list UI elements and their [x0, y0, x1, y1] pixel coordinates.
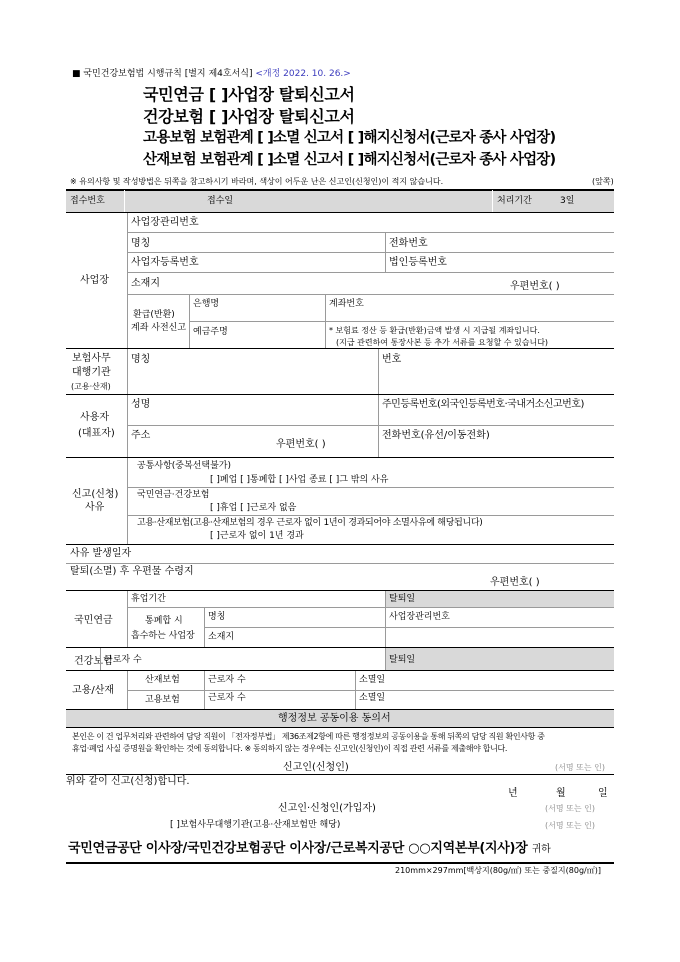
divider	[127, 232, 614, 233]
leave-period-field[interactable]: 휴업기간	[131, 594, 166, 604]
divider	[66, 862, 614, 864]
ia-date-field[interactable]: 소멸일	[359, 675, 386, 685]
workplace-address-field[interactable]: 소재지	[131, 278, 160, 289]
title-employment: 고용보험 보험관계 [ ]소멸 신고서 [ ]해지신청서(근로자 종사 사업장)	[143, 130, 556, 146]
pension-withdraw-shade	[386, 591, 614, 607]
mail-receiver-field[interactable]: 탈퇴(소멸) 후 우편물 수령지	[70, 566, 194, 577]
title-health: 건강보험 [ ]사업장 탈퇴신고서	[143, 107, 355, 126]
reason-common-options[interactable]: [ ]폐업 [ ]통폐합 [ ]사업 종료 [ ]그 밖의 사유	[210, 475, 389, 485]
employer-phone-field[interactable]: 전화번호(유선/이동전화)	[382, 430, 490, 441]
employer-address-field[interactable]: 주소	[131, 430, 151, 441]
section-health: 건강보험	[74, 656, 113, 667]
agency-label-2: 대행기관	[72, 367, 111, 378]
divider	[127, 252, 614, 253]
reason-ei-ia-label: 고용·산재보험(고용·산재보험의 경우 근로자 없이 1년이 경과되어야 소멸사유에 해당됩니다)	[137, 518, 483, 528]
bank-name-field[interactable]: 은행명	[193, 299, 220, 309]
employer-name-field[interactable]: 성명	[131, 399, 151, 410]
merge-name-field[interactable]: 명칭	[208, 612, 226, 622]
reason-label-2: 사유	[85, 502, 105, 513]
workplace-phone-field[interactable]: 전화번호	[389, 238, 428, 249]
mail-postal-field[interactable]: 우편번호( )	[490, 577, 540, 588]
consent-text-2: 휴업·폐업 사실 증명원을 확인하는 것에 동의합니다. ※ 동의하지 않는 경우에는 신고인(신청인)이 직접 관련 서류를 제출해야 합니다.	[72, 744, 508, 753]
agency-label-3: (고용·산재)	[71, 382, 111, 391]
notice-side: (앞쪽)	[592, 177, 614, 186]
workplace-mgmt-no-field[interactable]: 사업장관리번호	[131, 217, 199, 228]
agency-label-1: 보험사무	[72, 353, 111, 364]
reporter-sign-field[interactable]: (서명 또는 인)	[545, 804, 595, 813]
date-year[interactable]: 년	[508, 788, 518, 799]
merge-label-2: 흡수하는 사업장	[131, 631, 195, 641]
account-number-field[interactable]: 계좌번호	[329, 299, 364, 309]
divider	[378, 395, 379, 457]
consent-text-1: 본인은 이 건 업무처리와 관련하여 담당 직원이 「전자정부법」 제36조제2항에 따른 행정정보의 공동이용을 통해 뒤쪽의 담당 직원 확인사항 중	[72, 732, 545, 741]
divider	[66, 670, 614, 671]
title-industrial: 산재보험 보험관계 [ ]소멸 신고서 [ ]해지신청서(근로자 종사 사업장)	[143, 152, 556, 168]
date-day[interactable]: 일	[598, 788, 608, 799]
declaration-text: 위와 같이 신고(신청)합니다.	[66, 776, 190, 787]
consent-signer: 신고인(신청인)	[283, 762, 349, 773]
agency-sign-field[interactable]: (서명 또는 인)	[545, 821, 595, 830]
divider	[127, 272, 614, 273]
health-withdraw-date-field[interactable]: 탈퇴일	[389, 655, 416, 665]
divider	[127, 487, 614, 488]
workplace-postal-field[interactable]: 우편번호( )	[510, 281, 560, 292]
divider	[385, 591, 386, 647]
reason-np-hi-label: 국민연금·건강보험	[137, 490, 210, 500]
divider	[127, 425, 614, 426]
divider	[204, 627, 614, 628]
date-month[interactable]: 월	[556, 788, 566, 799]
divider	[66, 348, 614, 349]
paper-spec: 210mm×297mm[백상지(80g/㎡) 또는 중질지(80g/㎡)]	[395, 866, 601, 875]
divider	[66, 212, 614, 213]
divider	[66, 189, 614, 191]
health-workers-field[interactable]: 근로자 수	[104, 655, 142, 665]
divider	[127, 458, 128, 544]
divider	[127, 349, 128, 394]
receipt-date: 접수일	[207, 196, 234, 206]
reason-common-label: 공통사항(중복선택불가)	[137, 461, 231, 471]
ia-label: 산재보험	[145, 675, 180, 685]
receipt-number: 접수번호	[70, 196, 105, 206]
reason-ei-ia-options[interactable]: [ ]근로자 없이 1년 경과	[210, 531, 304, 541]
processing-period-label: 처리기간	[497, 196, 532, 206]
account-holder-field[interactable]: 예금주명	[193, 327, 228, 337]
addressee	[68, 842, 550, 855]
reporter-label: 신고인·신청인(가입자)	[278, 803, 376, 814]
refund-note-1: * 보험료 정산 등 환급(반환)금액 발생 시 지급될 계좌입니다.	[329, 326, 540, 335]
divider	[66, 394, 614, 395]
divider	[189, 321, 614, 322]
employer-postal-field[interactable]: 우편번호( )	[276, 439, 326, 450]
ei-date-field[interactable]: 소멸일	[359, 693, 386, 703]
revision-text: <개정 2022. 10. 26.>	[255, 69, 351, 79]
divider	[378, 349, 379, 394]
ei-workers-field[interactable]: 근로자 수	[208, 693, 246, 703]
merge-address-field[interactable]: 소재지	[208, 632, 235, 642]
divider	[127, 591, 128, 647]
pension-withdraw-date-field[interactable]: 탈퇴일	[389, 594, 416, 604]
event-date-field[interactable]: 사유 발생일자	[70, 548, 132, 559]
refund-label-2: 계좌 사전신고	[131, 323, 187, 333]
agency-name-field[interactable]: 명칭	[131, 354, 151, 365]
merge-mgmt-no-field[interactable]: 사업장관리번호	[389, 612, 450, 622]
section-workplace: 사업장	[80, 275, 109, 286]
divider	[66, 727, 614, 728]
corp-reg-field[interactable]: 법인등록번호	[389, 257, 447, 268]
divider	[127, 395, 128, 457]
title-pension: 국민연금 [ ]사업장 탈퇴신고서	[143, 85, 355, 104]
reason-np-hi-options[interactable]: [ ]휴업 [ ]근로자 없음	[210, 503, 297, 513]
consent-title: 행정정보 공동이용 동의서	[278, 713, 391, 724]
divider	[127, 607, 614, 608]
processing-period-value: 3일	[560, 196, 575, 206]
law-reference	[72, 70, 351, 79]
law-ref-text: ■ 국민건강보험법 시행규칙 [별지 제4호서식]	[72, 69, 253, 79]
biz-reg-field[interactable]: 사업자등록번호	[131, 257, 199, 268]
health-withdraw-shade	[386, 648, 614, 670]
divider	[66, 457, 614, 458]
section-pension: 국민연금	[74, 615, 113, 626]
divider	[127, 294, 614, 295]
refund-note-2: (지급 관련하여 통장사본 등 추가 서류를 요청할 수 있습니다)	[336, 338, 549, 347]
divider	[127, 515, 614, 516]
agency-number-field[interactable]: 번호	[382, 354, 402, 365]
workplace-name-field[interactable]: 명칭	[131, 238, 151, 249]
addressee-suffix: 귀하	[531, 844, 551, 855]
refund-label-1: 환급(반환)	[133, 310, 175, 320]
notice-text: ※ 유의사항 및 작성방법은 뒤쪽을 참고하시기 바라며, 색상이 어두운 난은 신고인(신청인)이 적지 않습니다.	[70, 177, 444, 186]
merge-label-1: 통폐합 시	[145, 616, 183, 626]
ia-workers-field[interactable]: 근로자 수	[208, 675, 246, 685]
divider	[127, 690, 614, 691]
agency-checkbox-label[interactable]: [ ]보험사무대행기관(고용·산재보험만 해당)	[170, 820, 341, 830]
consent-sign-field[interactable]: (서명 또는 인)	[555, 763, 605, 772]
divider	[385, 648, 386, 670]
divider	[100, 648, 101, 670]
section-employment: 고용/산재	[72, 685, 115, 696]
employer-resident-no-field[interactable]: 주민등록번호(외국인등록번호·국내거소신고번호)	[382, 399, 584, 410]
divider	[66, 544, 614, 545]
divider	[124, 190, 125, 212]
divider	[66, 774, 614, 775]
divider	[127, 213, 128, 348]
addressee-text: 국민연금공단 이사장/국민건강보험공단 이사장/근로복지공단 ○○지역본부(지사)장	[68, 841, 528, 856]
reason-label-1: 신고(신청)	[72, 489, 119, 500]
divider	[492, 190, 493, 212]
ei-label: 고용보험	[145, 695, 180, 705]
employer-label-1: 사용자	[80, 412, 109, 423]
employer-label-2: (대표자)	[78, 428, 115, 439]
divider	[66, 563, 614, 564]
